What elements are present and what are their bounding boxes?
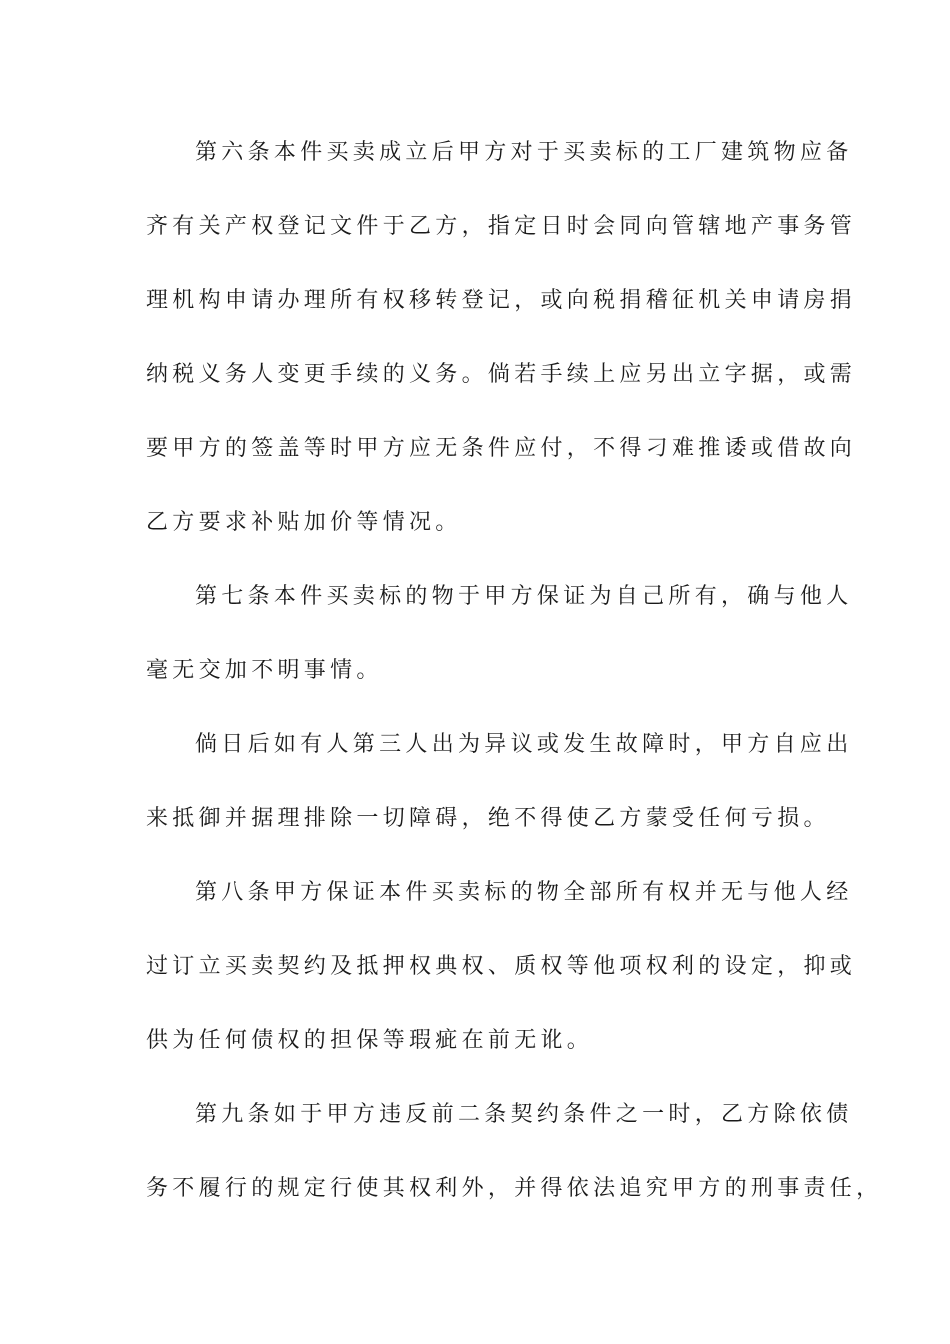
text-line: 第九条如于甲方违反前二条契约条件之一时，乙方除依债 [195,1102,853,1127]
text-line: 过订立买卖契约及抵押权典权、质权等他项权利的设定，抑或 [146,954,857,979]
text-line: 毫无交加不明事情。 [146,658,383,683]
paragraph-article-7-continued [146,718,853,866]
paragraph-article-9 [146,1088,883,1236]
text-line: 乙方要求补贴加价等情况。 [146,510,462,535]
text-line: 要甲方的签盖等时甲方应无条件应付，不得刁难推诿或借故向 [146,436,857,461]
paragraph-article-8 [146,866,857,1088]
paragraph-article-7 [146,570,853,718]
text-line: 第六条本件买卖成立后甲方对于买卖标的工厂建筑物应备 [195,140,853,165]
text-line: 齐有关产权登记文件于乙方，指定日时会同向管辖地产事务管 [146,214,857,239]
text-line: 第七条本件买卖标的物于甲方保证为自己所有，确与他人 [195,584,853,609]
text-line: 来抵御并据理排除一切障碍，绝不得使乙方蒙受任何亏损。 [146,806,830,831]
text-line: 供为任何债权的担保等瑕疵在前无讹。 [146,1028,594,1053]
paragraph-article-6 [146,126,857,570]
text-line: 理机构申请办理所有权移转登记，或向税捐稽征机关申请房捐 [146,288,857,313]
text-line: 务不履行的规定行使其权利外，并得依法追究甲方的刑事责任， [146,1176,883,1201]
text-line: 纳税义务人变更手续的义务。倘若手续上应另出立字据，或需 [146,362,857,387]
text-line: 倘日后如有人第三人出为异议或发生故障时，甲方自应出 [195,732,853,757]
text-line: 第八条甲方保证本件买卖标的物全部所有权并无与他人经 [195,880,853,905]
document-body [146,126,883,1236]
